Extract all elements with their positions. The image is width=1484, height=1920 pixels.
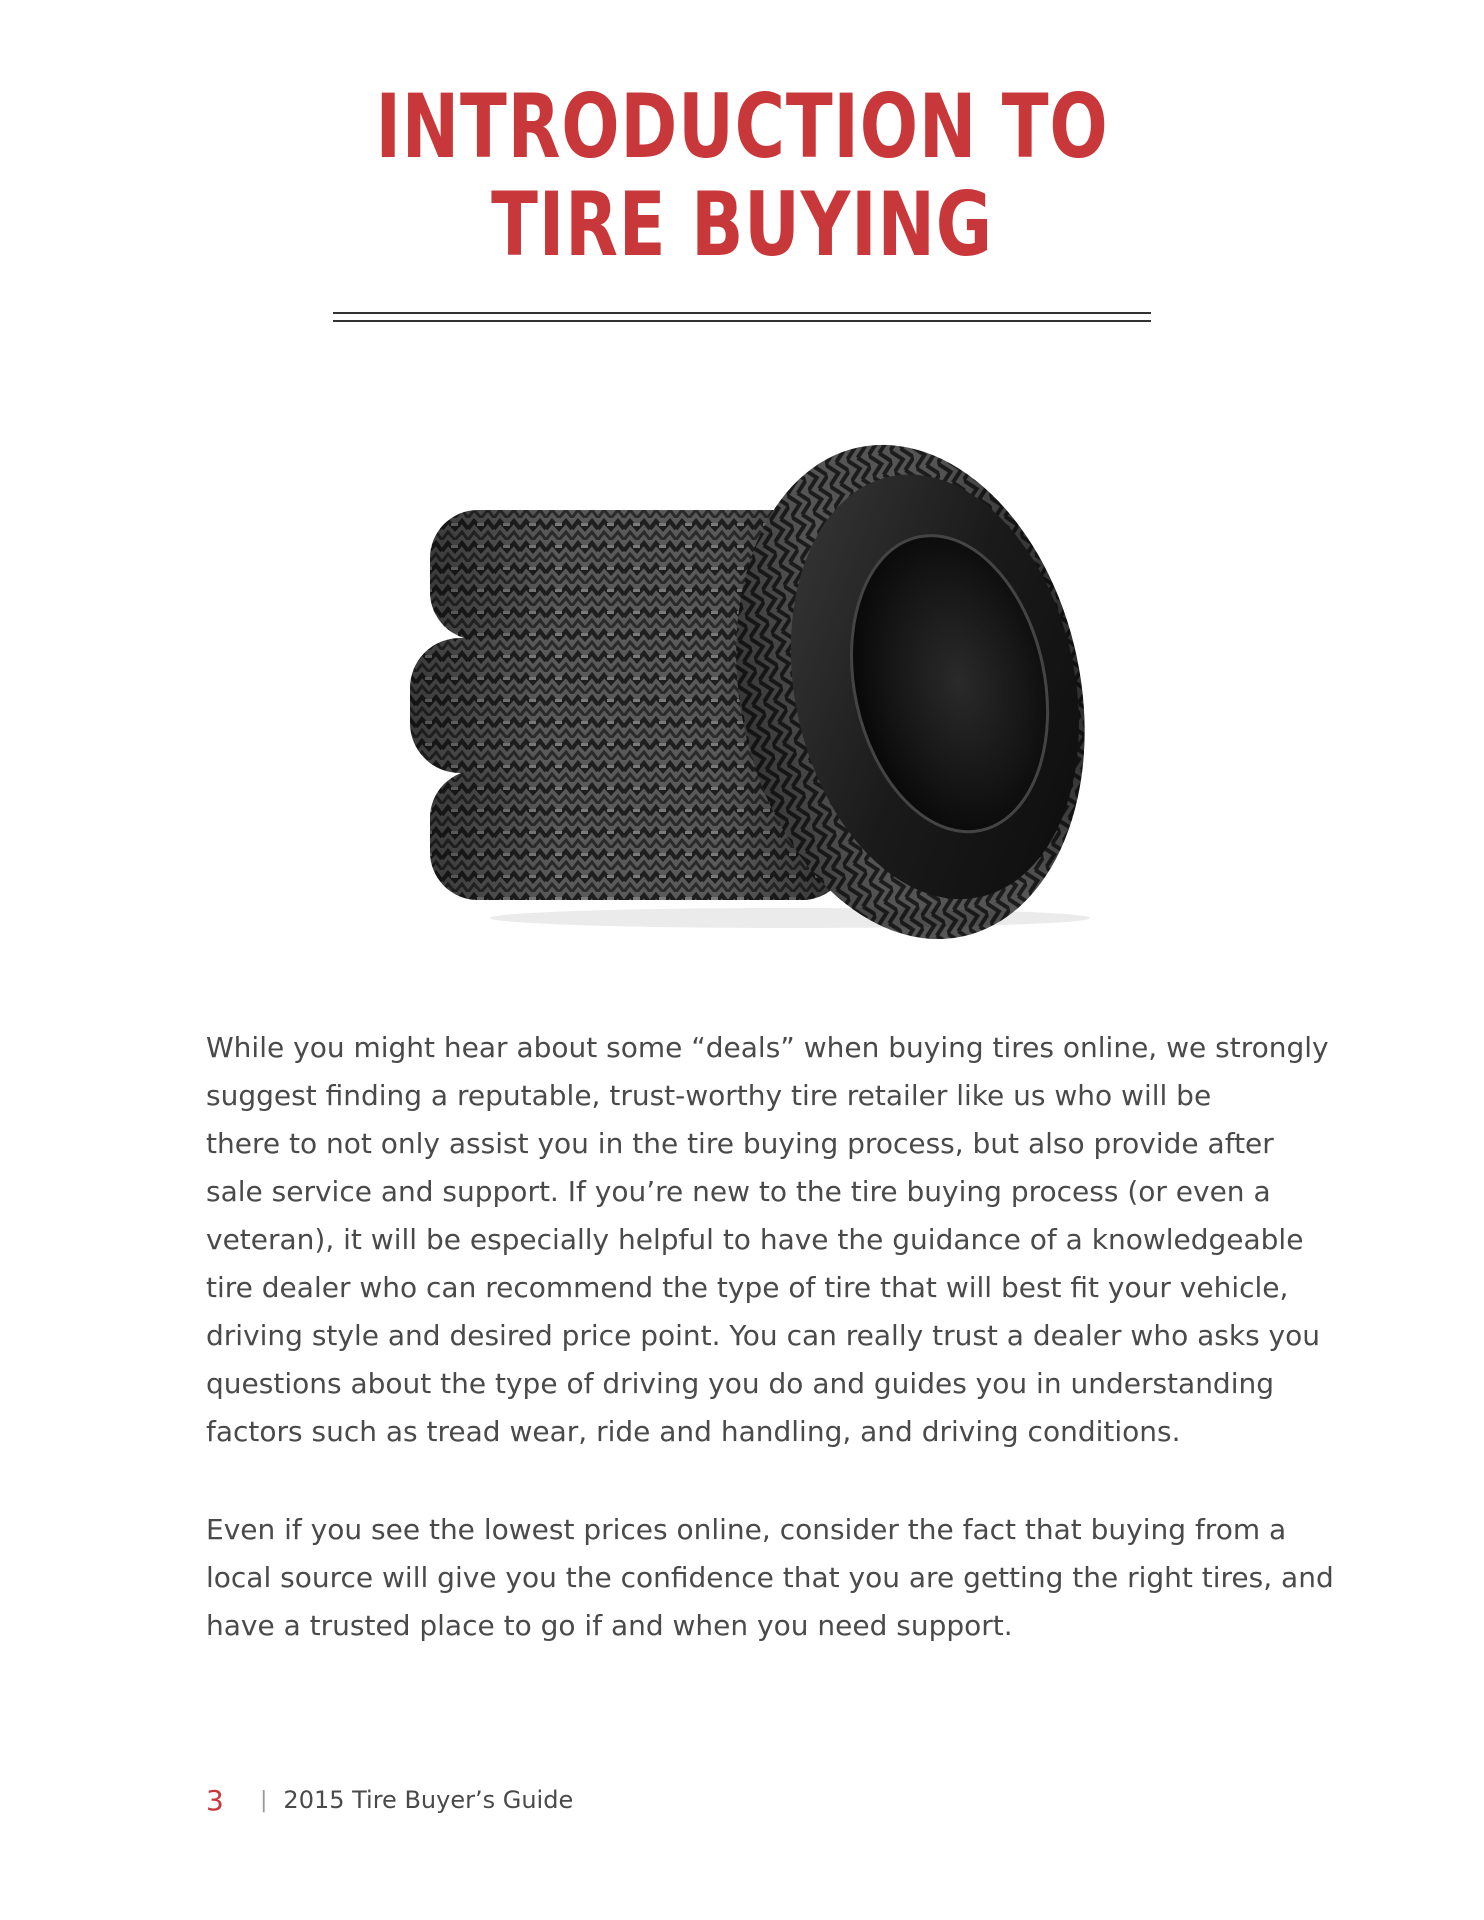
page-footer xyxy=(206,1780,573,1820)
paragraph-line: veteran), it will be especially helpful to have the guidance of a knowledgeable xyxy=(206,1223,1304,1256)
paragraph-line: local source will give you the confidence that you are getting the right tires, and xyxy=(206,1561,1334,1594)
page-title-line-1: INTRODUCTION TO xyxy=(375,75,1109,178)
paragraph-line: tire dealer who can recommend the type of tire that will best fit your vehicle, xyxy=(206,1271,1289,1304)
paragraph-line: questions about the type of driving you do and guides you in understanding xyxy=(206,1367,1275,1400)
title-divider-bottom xyxy=(333,320,1151,322)
paragraph-line: have a trusted place to go if and when you need support. xyxy=(206,1609,1013,1642)
paragraph-line: suggest finding a reputable, trust-worthy tire retailer like us who will be xyxy=(206,1079,1212,1112)
body-paragraph-2 xyxy=(206,1506,1334,1650)
footer-separator: | xyxy=(260,1787,268,1813)
page-title-line-2: TIRE BUYING xyxy=(491,173,993,276)
paragraph-line: Even if you see the lowest prices online, consider the fact that buying from a xyxy=(206,1513,1287,1546)
paragraph-line: factors such as tread wear, ride and handling, and driving conditions. xyxy=(206,1415,1181,1448)
paragraph-line: there to not only assist you in the tire buying process, but also provide after xyxy=(206,1127,1274,1160)
paragraph-line: sale service and support. If you’re new to the tire buying process (or even a xyxy=(206,1175,1271,1208)
stacked-tires-image xyxy=(390,430,1110,950)
page-number: 3 xyxy=(206,1783,224,1817)
footer-document-title: 2015 Tire Buyer’s Guide xyxy=(283,1786,574,1814)
body-paragraph-1 xyxy=(206,1024,1329,1456)
title-divider-top xyxy=(333,312,1151,314)
paragraph-line: driving style and desired price point. You can really trust a dealer who asks you xyxy=(206,1319,1320,1352)
paragraph-line: While you might hear about some “deals” when buying tires online, we strongly xyxy=(206,1031,1329,1064)
page-title xyxy=(163,75,1321,276)
